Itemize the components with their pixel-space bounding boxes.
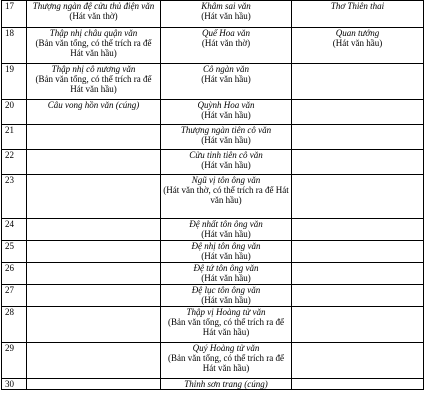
cell-c2 <box>27 100 161 125</box>
row-number: 20 <box>2 100 27 125</box>
table-row <box>2 28 424 64</box>
row-number: 23 <box>2 175 27 219</box>
song-note: (Bản văn tổng, có thể trích ra để Hát văn hầu) <box>168 353 284 373</box>
cell-c4 <box>292 1 424 28</box>
cell-c3 <box>161 263 292 285</box>
table-body <box>2 1 424 390</box>
row-number: 30 <box>2 379 27 390</box>
cell-c3 <box>161 219 292 241</box>
cell-c2 <box>27 343 161 379</box>
cell-c3 <box>161 150 292 175</box>
table-row <box>2 241 424 263</box>
row-number: 26 <box>2 263 27 285</box>
song-title: Đệ nhị tôn ông văn <box>191 241 261 251</box>
song-title: Đệ lục tôn ông văn <box>191 285 261 295</box>
row-number: 28 <box>2 307 27 343</box>
song-title: Thượng ngàn đệ cửu thủ điện văn <box>32 1 155 11</box>
cell-c3 <box>161 343 292 379</box>
song-note: (Hát văn hầu) <box>201 229 251 239</box>
cell-c4 <box>292 263 424 285</box>
song-note: (Hát văn hầu) <box>201 273 251 283</box>
cell-c4 <box>292 343 424 379</box>
cell-c2 <box>27 285 161 307</box>
table-row <box>2 150 424 175</box>
cell-c4 <box>292 100 424 125</box>
cell-c4 <box>292 241 424 263</box>
row-number: 17 <box>2 1 27 28</box>
cell-c3 <box>161 125 292 150</box>
song-title: Thượng ngàn tiên cô văn <box>180 125 272 135</box>
cell-c3 <box>161 307 292 343</box>
cell-c4 <box>292 125 424 150</box>
row-number: 29 <box>2 343 27 379</box>
table-row <box>2 307 424 343</box>
cell-c2 <box>27 150 161 175</box>
song-note: (Hát văn hầu) <box>201 251 251 261</box>
cell-c2 <box>27 64 161 100</box>
song-title: Ngũ vị tôn ông văn <box>191 175 261 185</box>
song-note: (Hát văn hầu) <box>201 110 251 120</box>
row-number: 21 <box>2 125 27 150</box>
cell-c2 <box>27 175 161 219</box>
song-title: Đệ nhất tôn ông văn <box>189 219 263 229</box>
song-note: (Hát văn hầu) <box>201 295 251 305</box>
cell-c4 <box>292 28 424 64</box>
cell-c3 <box>161 285 292 307</box>
row-number: 25 <box>2 241 27 263</box>
song-title: Khâm sai văn <box>201 1 251 11</box>
cell-c2 <box>27 379 161 390</box>
row-number: 19 <box>2 64 27 100</box>
song-title: Cô ngàn văn <box>203 64 249 74</box>
row-number: 27 <box>2 285 27 307</box>
song-title: Thập vị Hoàng tử văn <box>186 307 266 317</box>
table-row <box>2 175 424 219</box>
song-title: Quý Hoàng tử văn <box>192 343 260 353</box>
song-title: Quế Hoa văn <box>202 28 250 38</box>
song-note: (Hát văn hầu) <box>201 160 251 170</box>
cell-c4 <box>292 64 424 100</box>
song-title: Thơ Thiên thai <box>330 1 385 11</box>
cell-c2 <box>27 219 161 241</box>
cell-c3 <box>161 175 292 219</box>
cell-c2 <box>27 28 161 64</box>
song-note: (Hát văn hầu) <box>201 11 251 21</box>
table-row <box>2 100 424 125</box>
song-title: Quỳnh Hoa văn <box>197 100 255 110</box>
cell-c4 <box>292 379 424 390</box>
hat-van-table <box>1 0 424 390</box>
song-title: Thập nhị cô nương văn <box>51 64 136 74</box>
table-row <box>2 379 424 390</box>
song-title: Thỉnh sơn trang (cúng) <box>184 379 268 389</box>
song-note: (Bản văn tổng, có thể trích ra để Hát văn hầu) <box>168 317 284 337</box>
cell-c2 <box>27 307 161 343</box>
song-note: (Hát văn thờ) <box>201 38 251 48</box>
cell-c3 <box>161 241 292 263</box>
table-row <box>2 343 424 379</box>
song-note: (Bản văn tổng, có thể trích ra để Hát văn hầu) <box>35 38 152 58</box>
table-row <box>2 285 424 307</box>
song-title: Câu vong hồn văn (cúng) <box>47 100 140 110</box>
cell-c2 <box>27 263 161 285</box>
cell-c4 <box>292 219 424 241</box>
table-row <box>2 64 424 100</box>
row-number: 18 <box>2 28 27 64</box>
cell-c3 <box>161 64 292 100</box>
cell-c3 <box>161 28 292 64</box>
cell-c4 <box>292 285 424 307</box>
table-row <box>2 125 424 150</box>
cell-c3 <box>161 100 292 125</box>
table-row <box>2 1 424 28</box>
table-row <box>2 263 424 285</box>
song-note: (Hát văn thờ, có thể trích ra để Hát văn hầu) <box>163 185 289 205</box>
cell-c3 <box>161 379 292 390</box>
table-row <box>2 219 424 241</box>
row-number: 24 <box>2 219 27 241</box>
cell-c2 <box>27 125 161 150</box>
song-title: Đệ tứ tôn ông văn <box>193 263 259 273</box>
cell-c3 <box>161 1 292 28</box>
cell-c4 <box>292 175 424 219</box>
song-title: Quan tướng <box>335 28 380 38</box>
cell-c4 <box>292 150 424 175</box>
song-note: (Hát văn hầu) <box>332 38 383 48</box>
song-note: (Bản văn tổng, có thể trích ra để Hát văn hầu) <box>35 74 152 94</box>
song-title: Thập nhị châu quận văn <box>49 28 138 38</box>
cell-c2 <box>27 241 161 263</box>
song-note: (Hát văn hầu) <box>201 74 251 84</box>
song-note: (Hát văn thờ) <box>69 11 118 21</box>
cell-c4 <box>292 307 424 343</box>
song-title: Cửu tinh tiên cô văn <box>189 150 263 160</box>
row-number: 22 <box>2 150 27 175</box>
song-note: (Hát văn hầu) <box>201 135 251 145</box>
cell-c2 <box>27 1 161 28</box>
